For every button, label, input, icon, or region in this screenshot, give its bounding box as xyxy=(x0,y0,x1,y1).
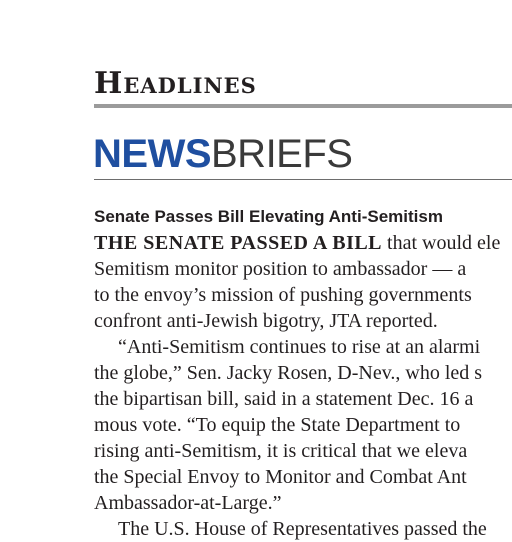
section-title: Headlines xyxy=(94,66,257,101)
article-headline: Senate Passes Bill Elevating Anti-Semitism xyxy=(94,207,443,226)
department-title-strong: NEWS xyxy=(93,132,211,176)
article-line: “Anti-Semitism continues to rise at an alarmi xyxy=(118,336,481,358)
article-line xyxy=(94,230,512,256)
article-line: The U.S. House of Representatives passed the xyxy=(118,518,487,540)
article-line: Ambassador-at-Large.” xyxy=(94,492,282,514)
article-body xyxy=(94,230,512,542)
department-divider xyxy=(94,179,512,180)
department-title xyxy=(93,132,352,176)
article-line: the globe,” Sen. Jacky Rosen, D-Nev., who led s xyxy=(94,362,483,384)
article-line: to the envoy’s mission of pushing governments xyxy=(94,284,472,306)
department-title-light: BRIEFS xyxy=(211,132,353,176)
article-line: confront anti-Jewish bigotry, JTA reported. xyxy=(94,310,438,332)
article-line-text: that would ele xyxy=(382,232,501,254)
article-line: Semitism monitor position to ambassador — a xyxy=(94,258,467,280)
section-divider xyxy=(94,104,512,108)
article-line: rising anti-Semitism, it is critical that we eleva xyxy=(94,440,468,462)
article-lead-in: THE SENATE PASSED A BILL xyxy=(94,232,383,254)
article-line: the Special Envoy to Monitor and Combat Ant xyxy=(94,466,467,488)
article-line: mous vote. “To equip the State Department to xyxy=(94,414,461,436)
article-line: the bipartisan bill, said in a statement Dec. 16 a xyxy=(94,388,474,410)
